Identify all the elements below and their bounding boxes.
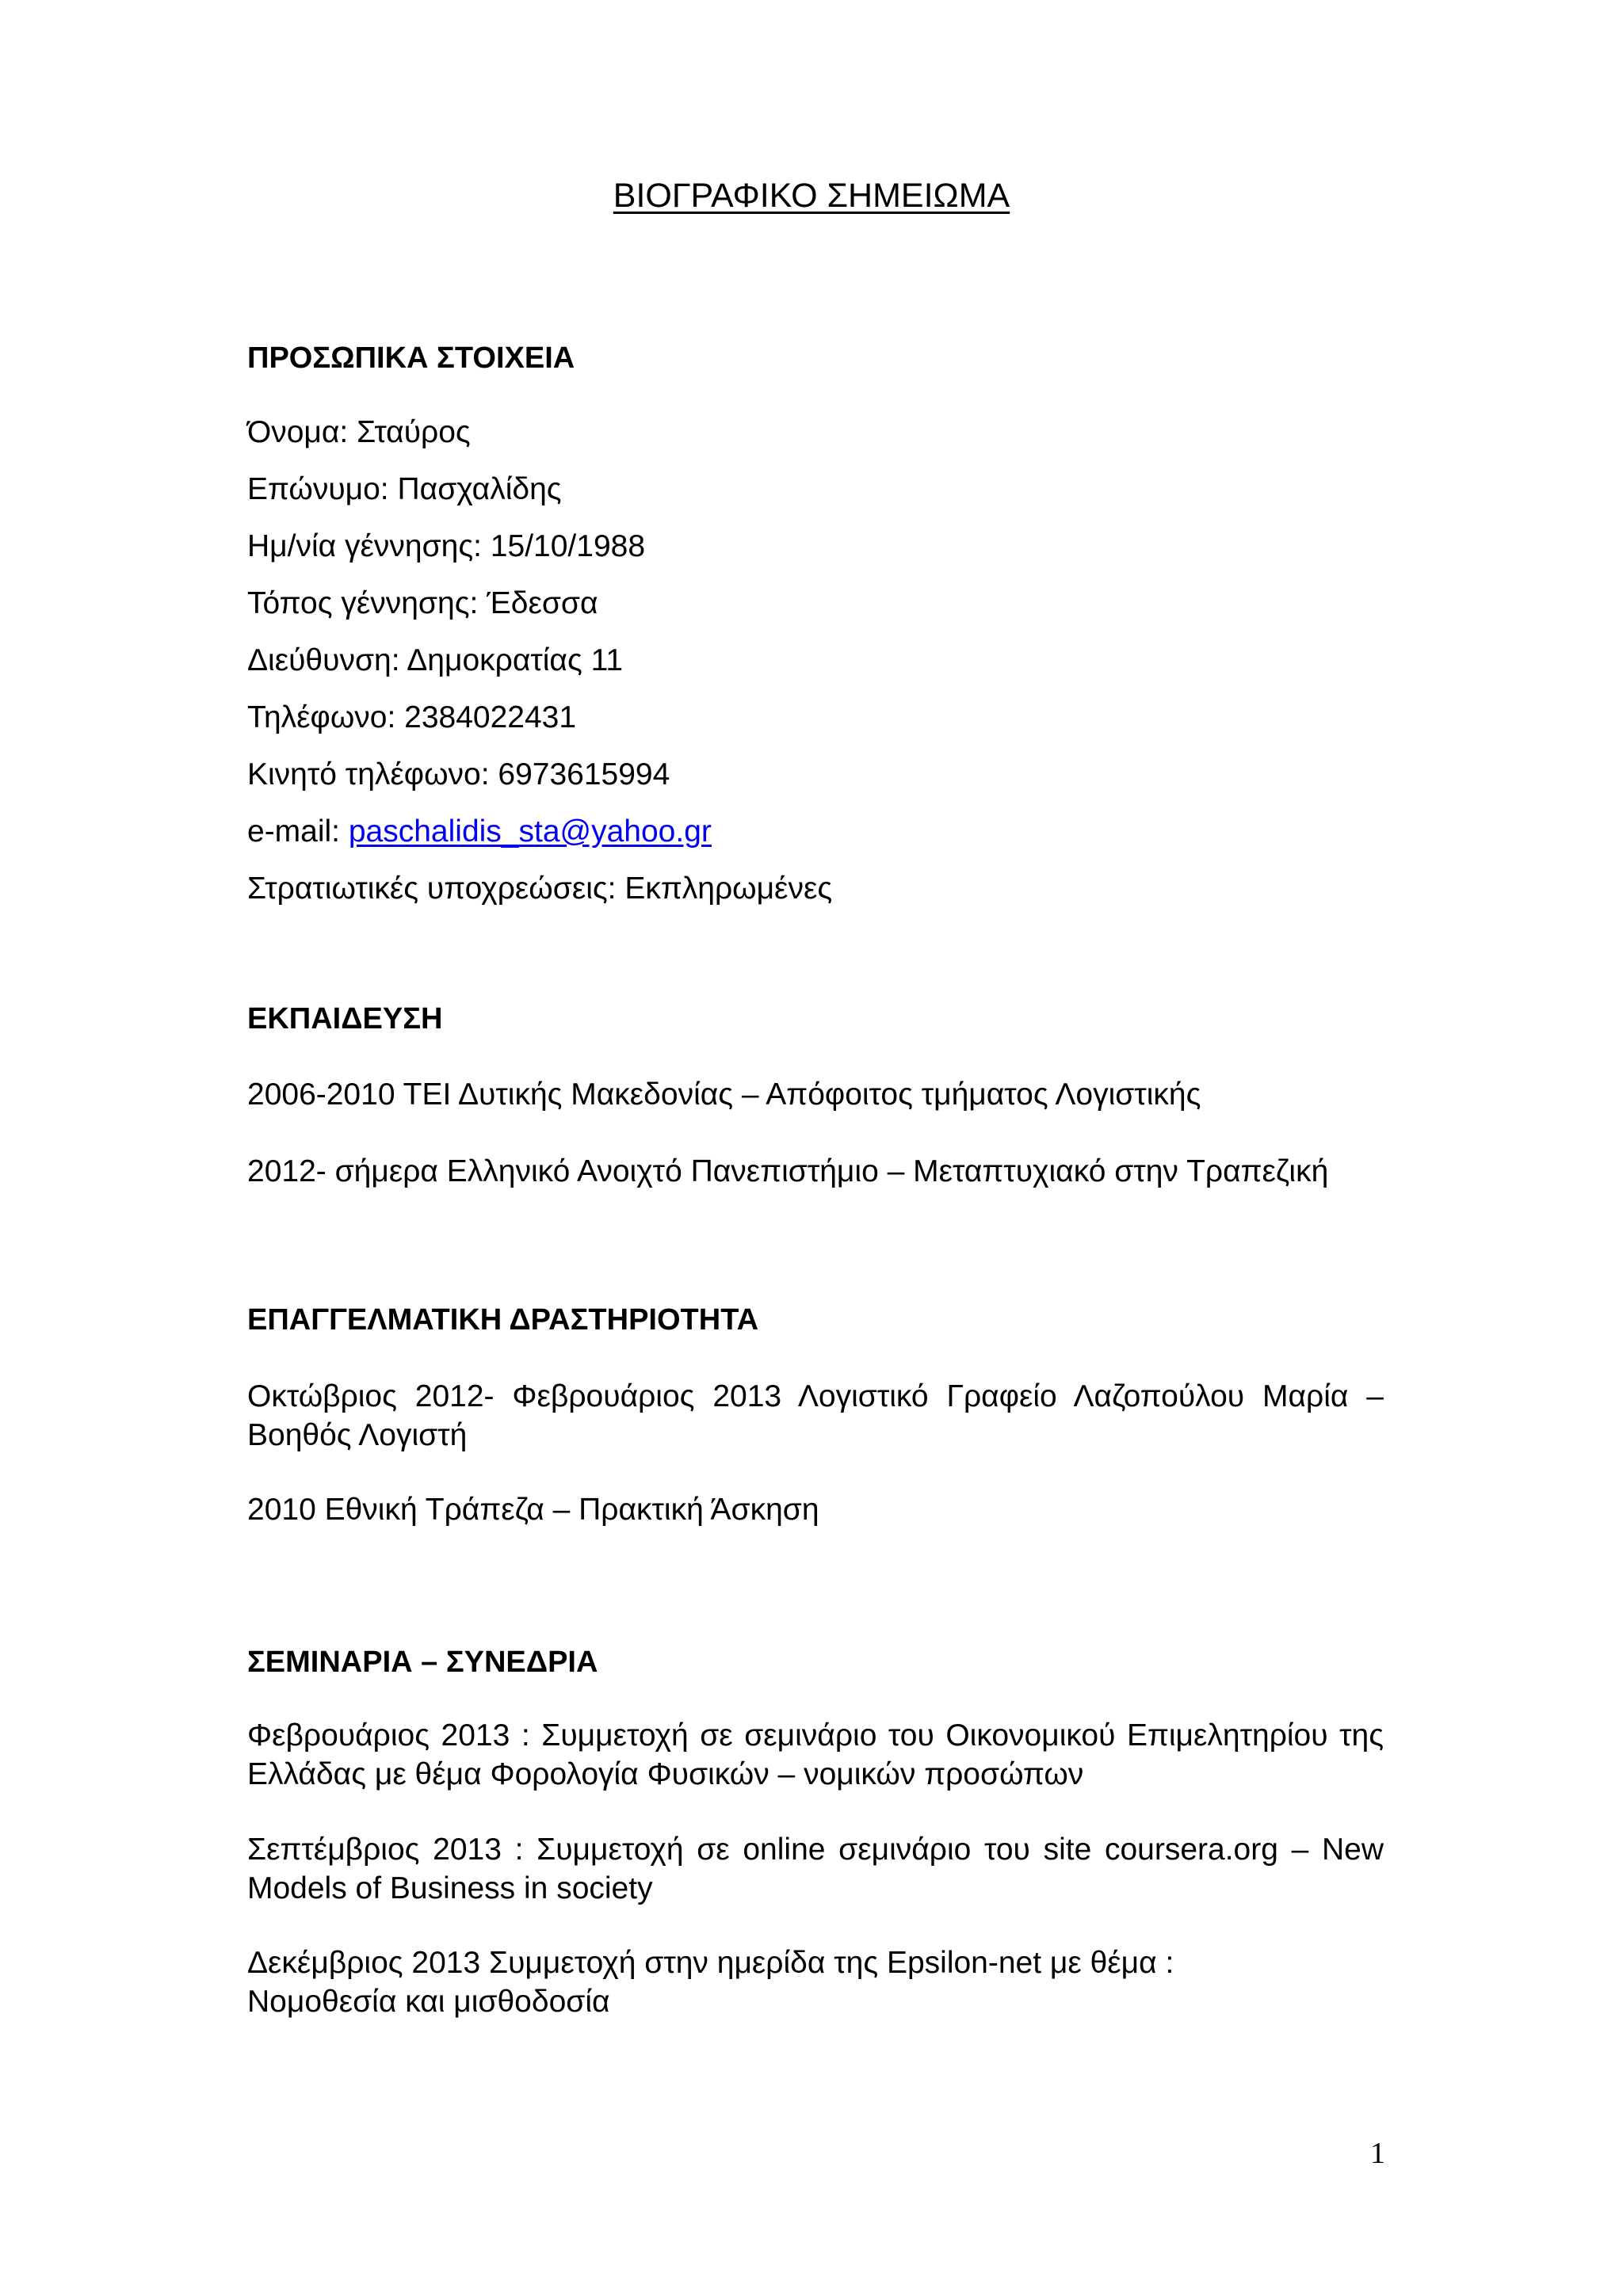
page-number: 1 — [1370, 2137, 1385, 2170]
experience-item: Οκτώβριος 2012- Φεβρουάριος 2013 Λογιστικό Γραφείο Λαζοπούλου Μαρία – Βοηθός Λογιστή — [247, 1379, 1384, 1452]
personal-address: Διεύθυνση: Δημοκρατίας 11 — [247, 643, 624, 677]
section-heading-education: ΕΚΠΑΙΔΕΥΣΗ — [247, 1002, 443, 1035]
seminar-item-line: Δεκέμβριος 2013 Συμμετοχή στην ημερίδα της Epsilon-net με θέμα : — [247, 1946, 1174, 1980]
document-title: ΒΙΟΓΡΑΦΙΚΟ ΣΗΜΕΙΩΜΑ — [613, 177, 1010, 215]
personal-birth-place: Τόπος γέννησης: Έδεσσα — [247, 586, 598, 620]
personal-mobile: Κινητό τηλέφωνο: 6973615994 — [247, 757, 670, 791]
education-item: 2006-2010 ΤΕΙ Δυτικής Μακεδονίας – Απόφοιτος τμήματος Λογιστικής — [247, 1077, 1201, 1112]
personal-first-name: Όνομα: Σταύρος — [247, 415, 471, 449]
section-heading-experience: ΕΠΑΓΓΕΛΜΑΤΙΚΗ ΔΡΑΣΤΗΡΙΟΤΗΤΑ — [247, 1303, 759, 1337]
personal-phone: Τηλέφωνο: 2384022431 — [247, 700, 577, 734]
section-heading-seminars: ΣΕΜΙΝΑΡΙΑ – ΣΥΝΕΔΡΙΑ — [247, 1646, 598, 1679]
education-item: 2012- σήμερα Ελληνικό Ανοιχτό Πανεπιστήμιο – Μεταπτυχιακό στην Τραπεζική — [247, 1154, 1329, 1188]
seminar-item: Φεβρουάριος 2013 : Συμμετοχή σε σεμινάριο του Οικονομικού Επιμελητηρίου της Ελλάδας με θέμα Φορολογία Φυσικών – νομικών προσώπων — [247, 1718, 1384, 1791]
email-link[interactable]: paschalidis_sta@yahoo.gr — [348, 814, 712, 849]
personal-birth-date: Ημ/νία γέννησης: 15/10/1988 — [247, 529, 646, 563]
personal-military: Στρατιωτικές υποχρεώσεις: Εκπληρωμένες — [247, 871, 833, 906]
personal-email-label: e-mail: — [247, 814, 349, 849]
experience-item: 2010 Εθνική Τράπεζα – Πρακτική Άσκηση — [247, 1493, 819, 1527]
seminar-item-line: Νομοθεσία και μισθοδοσία — [247, 1985, 610, 2019]
personal-email-row — [247, 813, 1384, 851]
seminar-item: Σεπτέμβριος 2013 : Συμμετοχή σε online σεμινάριο του site coursera.org – New Models of Business in society — [247, 1833, 1384, 1905]
section-heading-personal: ΠΡΟΣΩΠΙΚΑ ΣΤΟΙΧΕΙΑ — [247, 341, 575, 375]
personal-last-name: Επώνυμο: Πασχαλίδης — [247, 472, 562, 506]
